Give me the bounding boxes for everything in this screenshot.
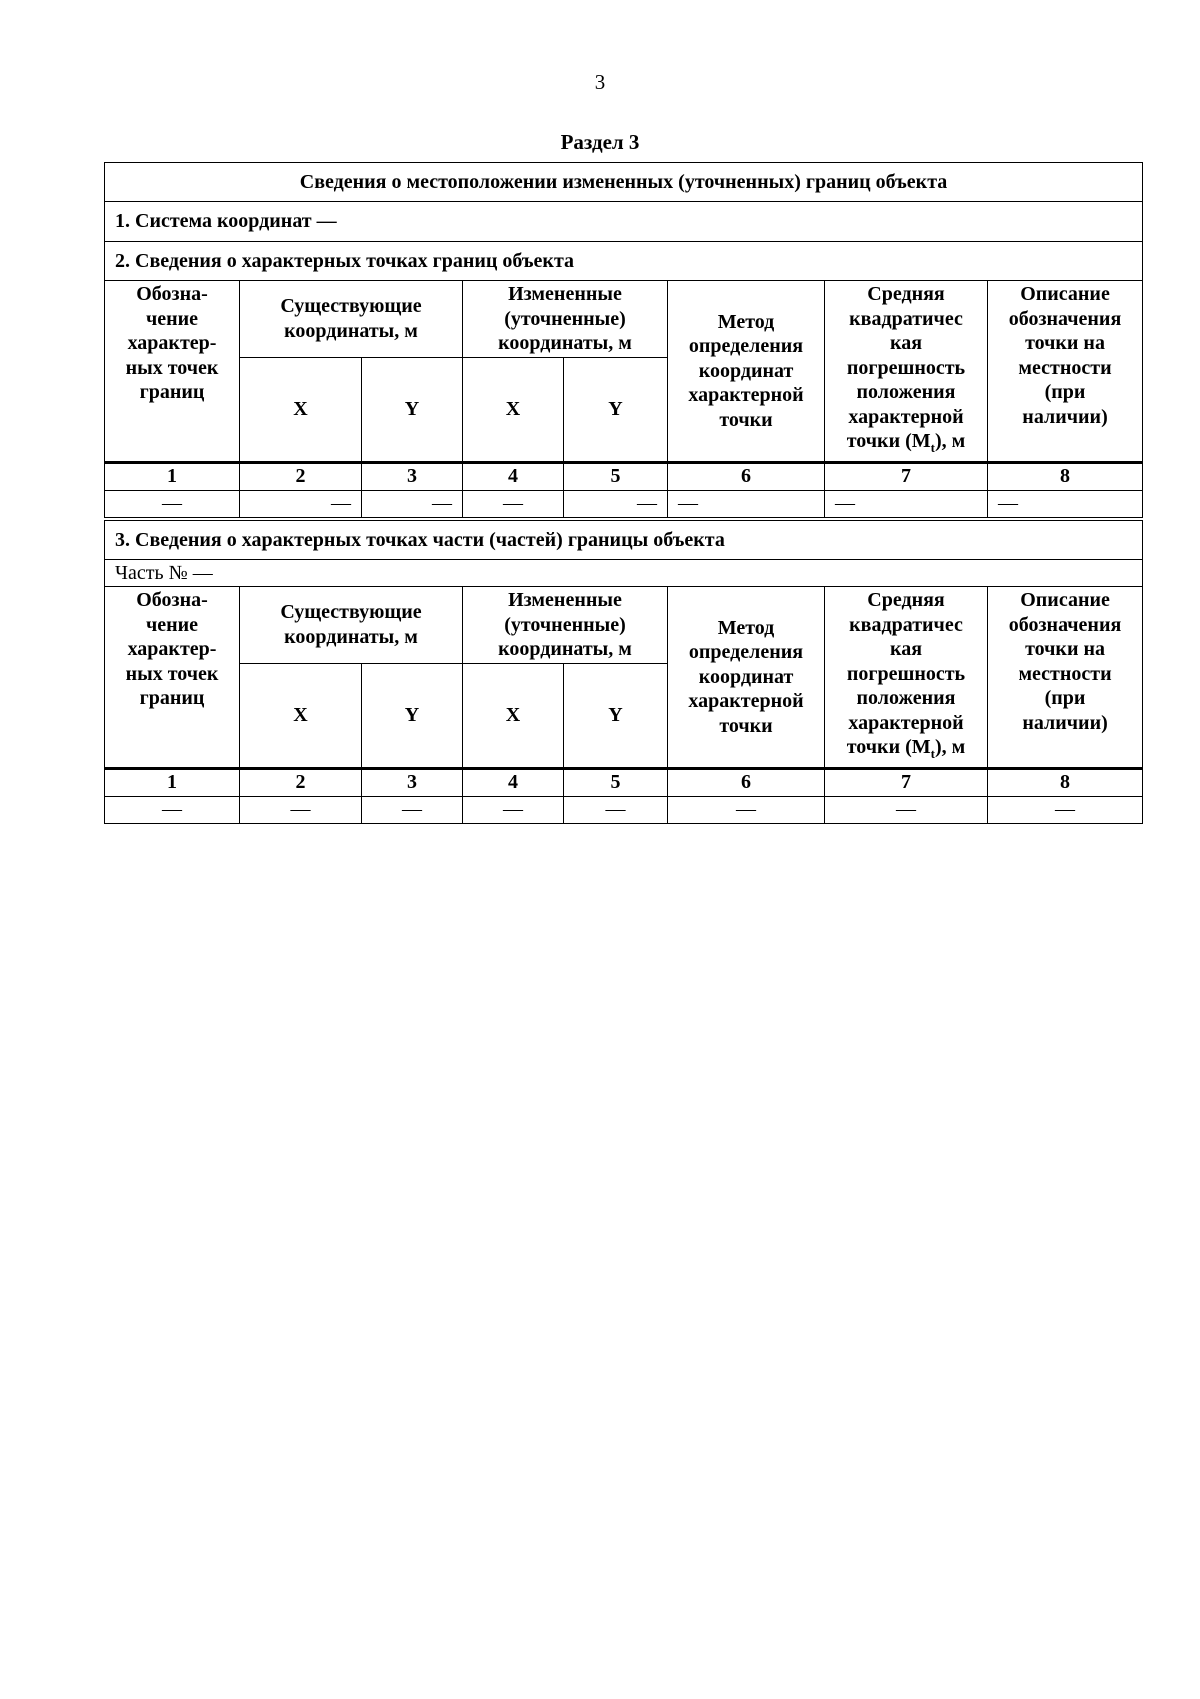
column-number: 1 [105, 768, 240, 796]
table-cell: — [463, 796, 564, 823]
table-row [105, 490, 1143, 517]
table-cell: — [825, 796, 988, 823]
table-cell: — [105, 490, 240, 517]
table-cell: — [668, 490, 825, 517]
header-method: Метод определения координат характерной точки [668, 587, 825, 769]
boundary-table-main [104, 162, 1143, 518]
column-number: 8 [988, 768, 1143, 796]
column-number: 4 [463, 462, 564, 490]
section-title: Раздел 3 [560, 130, 640, 154]
header-method: Метод определения координат характерной точки [668, 281, 825, 463]
table-cell: — [988, 490, 1143, 517]
column-number: 7 [825, 768, 988, 796]
column-number: 2 [240, 462, 362, 490]
header-existing-y: Y [362, 663, 463, 768]
boundary-table-parts [104, 520, 1143, 824]
column-number: 3 [362, 768, 463, 796]
header-point-designation: Обозна- чение характер- ных точек границ [105, 587, 240, 769]
column-number: 7 [825, 462, 988, 490]
table-cell: — [240, 796, 362, 823]
header-changed-coordinates: Измененные (уточненные) координаты, м [463, 281, 668, 358]
column-number-row [105, 768, 1143, 796]
table-cell: — [825, 490, 988, 517]
column-number: 1 [105, 462, 240, 490]
table-cell: — [564, 490, 668, 517]
table-cell: — [668, 796, 825, 823]
column-number-row [105, 462, 1143, 490]
table-cell: — [240, 490, 362, 517]
header-point-designation: Обозна- чение характер- ных точек границ [105, 281, 240, 463]
header-changed-x: X [463, 357, 564, 462]
main-title: Сведения о местоположении измененных (уточненных) границ объекта [105, 163, 1143, 202]
header-existing-y: Y [362, 357, 463, 462]
table-cell: — [362, 796, 463, 823]
column-number: 4 [463, 768, 564, 796]
table-cell: — [105, 796, 240, 823]
header-changed-y: Y [564, 663, 668, 768]
table-cell: — [988, 796, 1143, 823]
header-existing-x: X [240, 357, 362, 462]
column-number: 3 [362, 462, 463, 490]
section-2-title: 2. Сведения о характерных точках границ объекта [105, 242, 1143, 281]
header-description: Описание обозначения точки на местности (при наличии) [988, 281, 1143, 463]
column-number: 6 [668, 768, 825, 796]
header-existing-x: X [240, 663, 362, 768]
header-changed-y: Y [564, 357, 668, 462]
header-rmse: Средняя квадратичес кая погрешность положения характерной точки $(M_t)$, м [825, 587, 988, 769]
column-number: 8 [988, 462, 1143, 490]
table-cell: — [362, 490, 463, 517]
header-rmse: Средняя квадратичес кая погрешность положения характерной точки $(M_t)$, м [825, 281, 988, 463]
page-number: 3 [594, 70, 606, 94]
table-cell: — [463, 490, 564, 517]
column-number: 5 [564, 462, 668, 490]
header-changed-coordinates: Измененные (уточненные) координаты, м [463, 587, 668, 664]
part-label: Часть № — [105, 560, 1143, 587]
header-existing-coordinates: Существующие координаты, м [240, 587, 463, 664]
column-number: 6 [668, 462, 825, 490]
column-number: 2 [240, 768, 362, 796]
header-description: Описание обозначения точки на местности (при наличии) [988, 587, 1143, 769]
table-cell: — [564, 796, 668, 823]
header-changed-x: X [463, 663, 564, 768]
coordinate-system: 1. Система координат — [105, 202, 1143, 242]
section-3-title: 3. Сведения о характерных точках части (частей) границы объекта [105, 521, 1143, 560]
column-number: 5 [564, 768, 668, 796]
table-row [105, 796, 1143, 823]
header-existing-coordinates: Существующие координаты, м [240, 281, 463, 358]
